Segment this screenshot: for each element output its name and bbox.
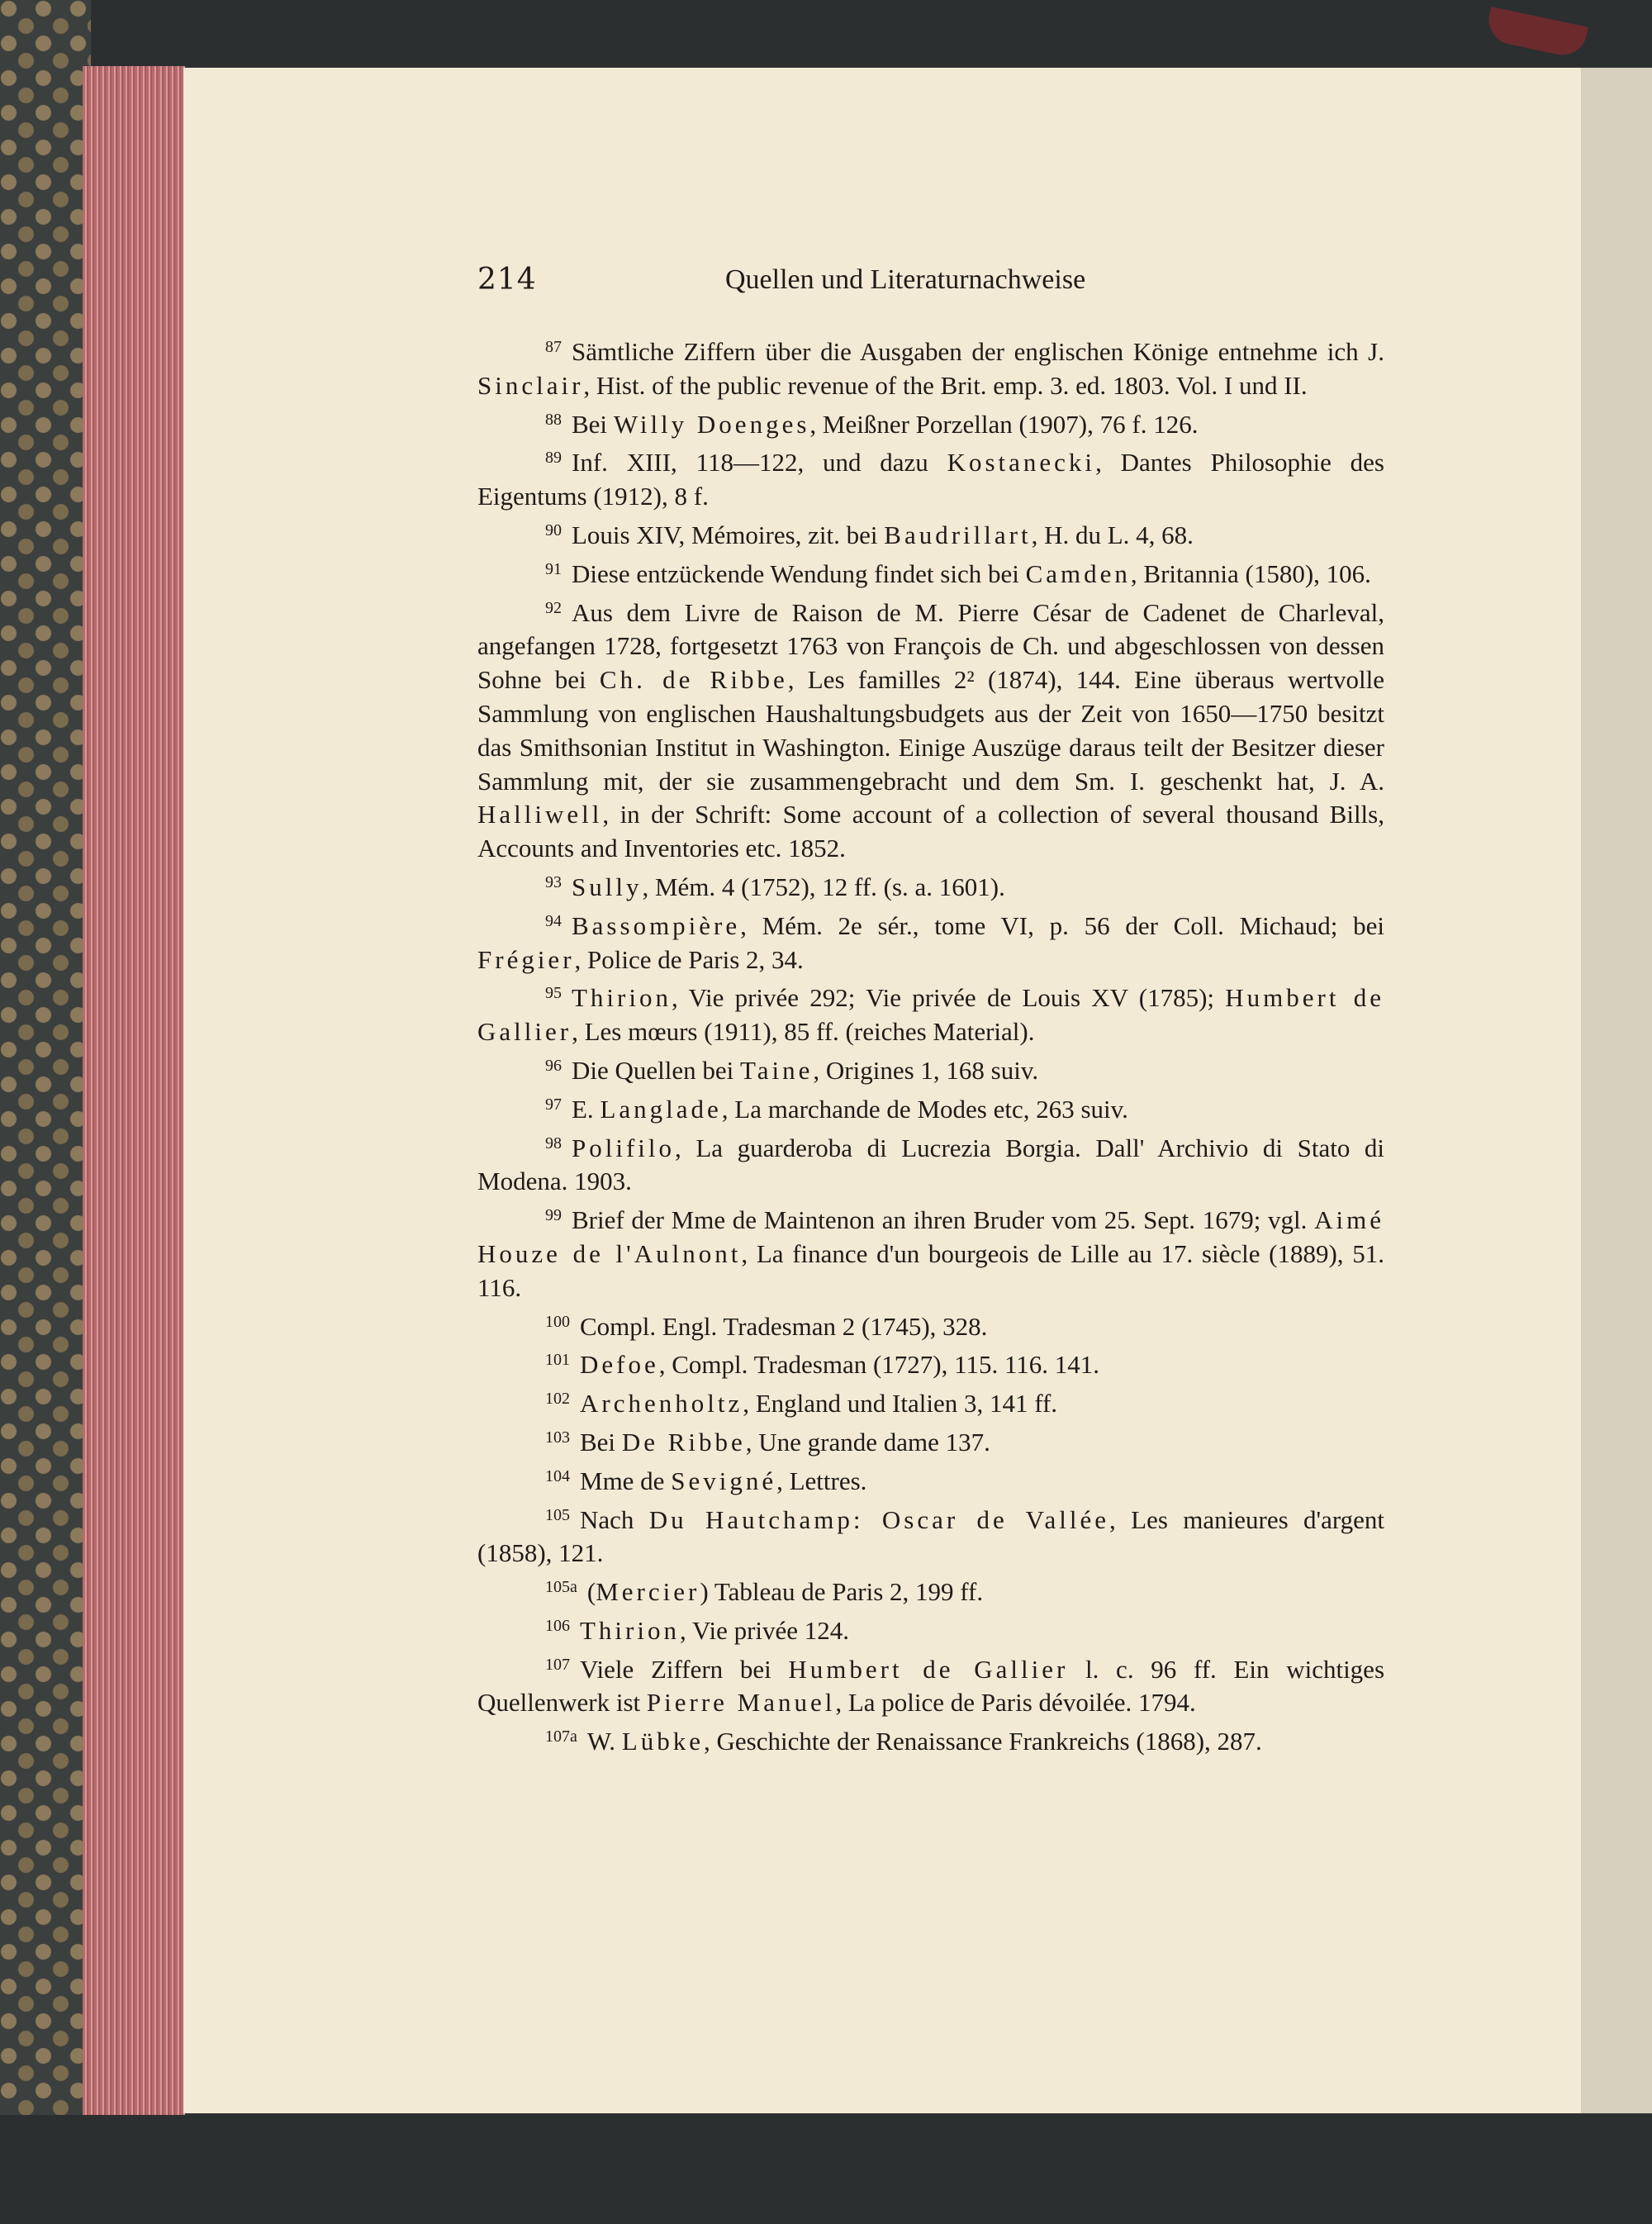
page-header: [477, 263, 1378, 299]
endnote-number: 87: [545, 338, 562, 356]
endnote-number: 101: [545, 1351, 570, 1370]
endnote-text: , Les familles 2² (1874), 144. Eine überaus wertvolle Sammlung von englischen Haushaltungsbudgets aus der Zeit von 1650—1750 besitzt das Smithsonian Institut in Washington. Einige Auszüge daraus teilt der Besitzer dieser Sammlung mit, der sie zusammengebracht und dem Sm. I. geschenkt hat, J. A.: [477, 665, 1384, 796]
spaced-name: Langlade: [600, 1094, 722, 1124]
endnote-text: Compl. Engl. Tradesman 2 (1745), 328.: [580, 1311, 988, 1341]
spaced-name: Polifilo: [572, 1133, 676, 1162]
endnote-text: , in der Schrift: Some account of a collection of several thousand Bills, Accounts and Inventories etc. 1852.: [477, 800, 1384, 863]
endnote-text: , Meißner Porzellan (1907), 76 f. 126.: [809, 409, 1199, 439]
endnote-number: 97: [545, 1095, 562, 1114]
endnote-text: Viele Ziffern bei: [580, 1654, 789, 1684]
endnote-text: , Britannia (1580), 106.: [1130, 558, 1371, 588]
endnote-number: 90: [545, 520, 562, 539]
endnote-text: , Lettres.: [776, 1466, 867, 1495]
endnote: [477, 514, 1384, 553]
endnote: [477, 1571, 1384, 1609]
endnote-number: 100: [545, 1312, 570, 1331]
endnote: [477, 592, 1384, 866]
endnote: [477, 403, 1384, 442]
spaced-name: Thirion: [572, 983, 672, 1013]
spaced-name: Defoe: [580, 1350, 659, 1380]
endnote-text: Inf. XIII, 118—122, und dazu: [572, 448, 947, 478]
spaced-name: Taine: [740, 1055, 814, 1085]
endnote-text: Diese entzückende Wendung findet sich bei: [572, 558, 1026, 588]
endnote-text: , Vie privée 292; Vie privée de Louis XV (1785);: [672, 983, 1226, 1013]
endnote-number: 107: [545, 1655, 570, 1674]
endnote-text: l. c. 96 ff. Ein wichtiges Quellenwerk ist: [477, 1654, 1385, 1718]
endnote-number: 105: [545, 1505, 570, 1524]
endnote-number: 93: [545, 872, 562, 891]
endnote-text: , La marchande de Modes etc, 263 suiv.: [721, 1094, 1128, 1124]
endnote-text: E.: [572, 1094, 601, 1124]
endnote: [477, 1343, 1384, 1382]
endnote-text: Bei: [572, 409, 614, 439]
endnote-text: , La finance d'un bourgeois de Lille au 17. siècle (1889), 51. 116.: [477, 1238, 1384, 1302]
endnote-text: W.: [586, 1727, 622, 1756]
endnote-text: , Mém. 4 (1752), 12 ff. (s. a. 1601).: [642, 872, 1005, 901]
endnote-text: (: [586, 1577, 596, 1607]
endnote-text: , Origines 1, 168 suiv.: [813, 1055, 1039, 1085]
endnote: [477, 441, 1384, 514]
endnote: [477, 1421, 1384, 1460]
spaced-name: Baudrillart: [884, 520, 1032, 549]
endnote-text: Die Quellen bei: [572, 1055, 741, 1085]
spaced-name: Camden: [1025, 558, 1131, 588]
spaced-name: Mercier: [596, 1577, 700, 1607]
endnote: [477, 1049, 1384, 1088]
endnote-number: 106: [545, 1616, 570, 1635]
endnote-text: Nach: [580, 1504, 649, 1534]
endnote: [477, 977, 1384, 1049]
spaced-name: Sevigné: [671, 1466, 777, 1495]
spaced-name: Bassompière: [572, 910, 741, 940]
endnote: [477, 553, 1384, 592]
endnote-text: Aus dem Livre de Raison de M. Pierre César de Cadenet de Charleval, angefangen 1728, fortgesetzt 1763 von François de Ch. und abgeschlossen von dessen Sohne bei: [477, 597, 1384, 695]
book-cover-top: [0, 0, 1652, 66]
endnote-number: 95: [545, 984, 562, 1003]
endnote: [477, 1088, 1384, 1127]
endnote-text: , Hist. of the public revenue of the Brit. emp. 3. ed. 1803. Vol. I und II.: [583, 370, 1308, 400]
endnote: [477, 1199, 1384, 1304]
endnote-text: , Geschichte der Renaissance Frankreichs (1868), 287.: [704, 1727, 1262, 1756]
book-cover-bottom: [0, 2115, 1652, 2224]
spaced-name: Sinclair: [477, 370, 584, 400]
endnote: [477, 1127, 1384, 1200]
endnote-number: 94: [545, 911, 562, 930]
endnote-number: 105a: [545, 1578, 577, 1597]
endnote-text: , England und Italien 3, 141 ff.: [743, 1389, 1058, 1419]
endnote-text: , Police de Paris 2, 34.: [574, 944, 804, 974]
endnote-text: Brief der Mme de Maintenon an ihren Bruder vom 25. Sept. 1679; vgl.: [572, 1205, 1315, 1235]
endnote-number: 107a: [545, 1727, 577, 1746]
spaced-name: Halliwell: [477, 800, 603, 829]
endnote-number: 89: [545, 449, 562, 468]
spaced-name: Humbert de Gallier: [788, 1654, 1069, 1684]
endnote-text: Bei: [580, 1427, 622, 1457]
spaced-name: Aimé Houze de l'Aulnont: [477, 1205, 1384, 1268]
spaced-name: Lübke: [621, 1727, 705, 1756]
spaced-name: Pierre Manuel: [646, 1688, 836, 1718]
running-title: Quellen und Literaturnachweise: [725, 264, 1086, 295]
page-edges: [83, 66, 185, 2115]
endnote-text: , Les mœurs (1911), 85 ff. (reiches Material).: [572, 1017, 1035, 1047]
endnote: [477, 905, 1384, 977]
endnote-number: 99: [545, 1206, 562, 1225]
endnote-text: , La guarderoba di Lucrezia Borgia. Dall' Archivio di Stato di Modena. 1903.: [477, 1133, 1384, 1196]
endnote-number: 92: [545, 598, 562, 617]
endnote: [477, 1648, 1384, 1721]
facing-page: [1581, 68, 1652, 2113]
endnote-text: ) Tableau de Paris 2, 199 ff.: [700, 1577, 984, 1607]
endnote-number: 102: [545, 1390, 570, 1409]
endnote-number: 98: [545, 1133, 562, 1152]
endnote-number: 88: [545, 410, 562, 429]
endnotes-list: [477, 330, 1384, 1759]
endnote: [477, 1499, 1384, 1571]
endnote-number: 104: [545, 1466, 570, 1485]
endnote-text: , H. du L. 4, 68.: [1031, 520, 1194, 549]
endnote-text: Sämtliche Ziffern über die Ausgaben der englischen Könige entnehme ich J.: [572, 337, 1384, 366]
spaced-name: Frégier: [477, 944, 575, 974]
endnote: [477, 1382, 1384, 1421]
book-cover-pattern: [0, 0, 91, 2224]
spaced-name: Thirion: [580, 1615, 680, 1645]
endnote: [477, 1305, 1384, 1344]
endnote-text: , Vie privée 124.: [680, 1615, 850, 1645]
endnote: [477, 1609, 1384, 1648]
endnote: [477, 330, 1384, 403]
endnote: [477, 1460, 1384, 1499]
spaced-name: De Ribbe: [621, 1427, 746, 1457]
spaced-name: Archenholtz: [580, 1389, 743, 1419]
endnote-text: , Mém. 2e sér., tome VI, p. 56 der Coll. Michaud; bei: [740, 910, 1384, 940]
endnote: [477, 866, 1384, 905]
endnote-text: , Compl. Tradesman (1727), 115. 116. 141.: [658, 1350, 1100, 1380]
spaced-name: Sully: [572, 872, 643, 901]
endnote-number: 103: [545, 1428, 570, 1447]
endnote-text: Mme de: [580, 1466, 672, 1495]
endnote-text: , Dantes Philosophie des Eigentums (1912), 8 f.: [477, 448, 1384, 511]
endnote-text: , Les manieures d'argent (1858), 121.: [477, 1504, 1384, 1568]
endnote-text: Louis XIV, Mémoires, zit. bei: [572, 520, 885, 549]
spaced-name: Humbert de Gallier: [477, 983, 1384, 1047]
endnote-text: , Une grande dame 137.: [745, 1427, 990, 1457]
endnote: [477, 1720, 1384, 1759]
endnote-number: 91: [545, 559, 562, 578]
endnote-text: , La police de Paris dévoilée. 1794.: [835, 1688, 1196, 1718]
spaced-name: Du Hautchamp: Oscar de Vallée: [648, 1504, 1110, 1534]
endnote-number: 96: [545, 1056, 562, 1075]
spaced-name: Kostanecki: [947, 448, 1096, 478]
spaced-name: Ch. de Ribbe: [599, 665, 788, 695]
spaced-name: Willy Doenges: [613, 409, 810, 439]
page-number: 214: [477, 263, 537, 297]
